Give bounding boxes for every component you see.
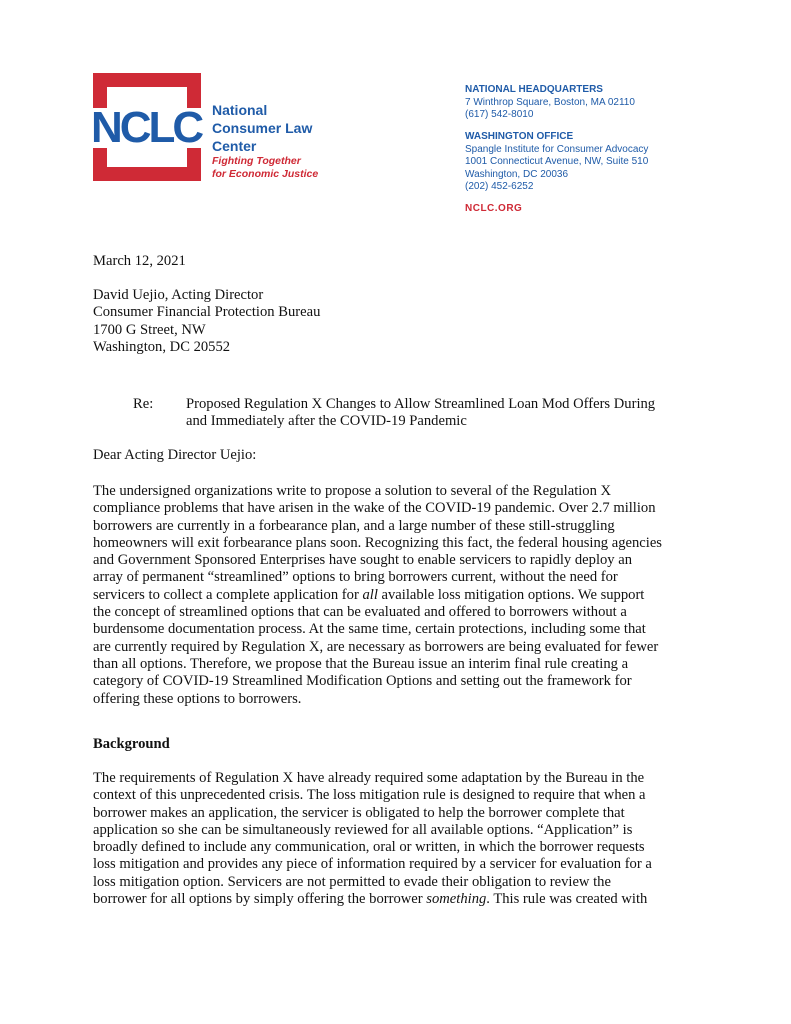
text-line: The requirements of Regulation X have already required some adaptation by the Bureau in the — [93, 770, 645, 786]
text-line: category of COVID-19 Streamlined Modification Options and setting out the framework for — [93, 673, 632, 690]
text-line: are currently required by Regulation X, are necessary as borrowers are being evaluated for fewer — [93, 638, 659, 655]
text-line: burdensome documentation process. At the same time, certain protections, including some that — [93, 621, 646, 638]
paragraph-background — [93, 770, 700, 908]
website-link[interactable]: NCLC.ORG — [465, 203, 523, 214]
text-line: than all options. Therefore, we propose that the Bureau issue an interim final rule creating a — [93, 655, 629, 672]
dc-phone: (202) 452-6252 — [465, 181, 534, 192]
text-line: servicers to collect a complete application for all available loss mitigation options. We support — [93, 586, 645, 603]
text-line: loss mitigation option. Servicers are not permitted to evade their obligation to review the — [93, 873, 611, 890]
washington-address — [465, 131, 648, 194]
logo-org-name: National Consumer Law Center — [212, 102, 313, 154]
text-line: offering these options to borrowers. — [93, 690, 302, 707]
dc-city: Washington, DC 20036 — [465, 168, 569, 180]
salutation: Dear Acting Director Uejio: — [93, 447, 257, 463]
dc-label: WASHINGTON OFFICE — [465, 131, 574, 142]
text-line: broadly defined to include any communication, oral or written, in which the borrower requests — [93, 839, 645, 856]
text-line: the concept of streamlined options that can be evaluated and offered to borrowers without a — [93, 604, 627, 621]
text-line: borrower makes an application, the servicer is obligated to help the borrower complete that — [93, 804, 625, 821]
recipient-line: 1700 G Street, NW — [93, 321, 206, 338]
re-label: Re: — [133, 396, 154, 412]
recipient-line: David Uejio, Acting Director — [93, 287, 264, 303]
text-line: loss mitigation and provides any piece of information required by a servicer for evaluation for a — [93, 856, 652, 873]
emphasis-text: all — [362, 586, 378, 603]
hq-street: 7 Winthrop Square, Boston, MA 02110 — [465, 96, 635, 108]
re-subject: Proposed Regulation X Changes to Allow Streamlined Loan Mod Offers During and Immediately after the COVID-19 Pandemic — [186, 396, 656, 430]
section-heading: Background — [93, 736, 170, 752]
recipient-block — [93, 287, 320, 356]
text-line: borrowers are currently in a forbearance plan, and a large number of these still-struggling — [93, 517, 615, 534]
text-line: compliance problems that have arisen in the wake of the COVID-19 pandemic. Over 2.7 million — [93, 500, 656, 517]
hq-phone: (617) 542-8010 — [465, 109, 534, 120]
text-line: borrower for all options by simply offering the borrower something. This rule was created with — [93, 891, 648, 908]
recipient-line: Washington, DC 20552 — [93, 338, 231, 355]
text-line: and Government Sponsored Enterprises have sought to enable servicers to rapidly deploy an — [93, 552, 633, 569]
text-line: application so she can be simultaneously reviewed for all available options. “Application” is — [93, 821, 633, 838]
nclc-logo — [93, 73, 323, 183]
text-line: context of this unprecedented crisis. The loss mitigation rule is designed to require that when a — [93, 787, 646, 804]
paragraph-intro — [93, 483, 700, 708]
dc-street: 1001 Connecticut Avenue, NW, Suite 510 — [465, 156, 649, 167]
text-line: array of permanent “streamlined” options to bring borrowers current, without the need for — [93, 569, 618, 586]
letter-date: March 12, 2021 — [93, 253, 186, 269]
hq-label: NATIONAL HEADQUARTERS — [465, 84, 603, 95]
emphasis-text: something — [426, 891, 487, 908]
headquarters-address — [465, 84, 635, 122]
dc-org: Spangle Institute for Consumer Advocacy — [465, 143, 649, 155]
text-line: The undersigned organizations write to propose a solution to several of the Regulation X — [93, 483, 612, 499]
logo-tagline: Fighting Together for Economic Justice — [212, 155, 319, 180]
recipient-line: Consumer Financial Protection Bureau — [93, 304, 321, 321]
logo-letters: NCLC — [91, 103, 202, 152]
text-line: homeowners will exit forbearance plans soon. Recognizing this fact, the federal housing agencies — [93, 534, 662, 551]
